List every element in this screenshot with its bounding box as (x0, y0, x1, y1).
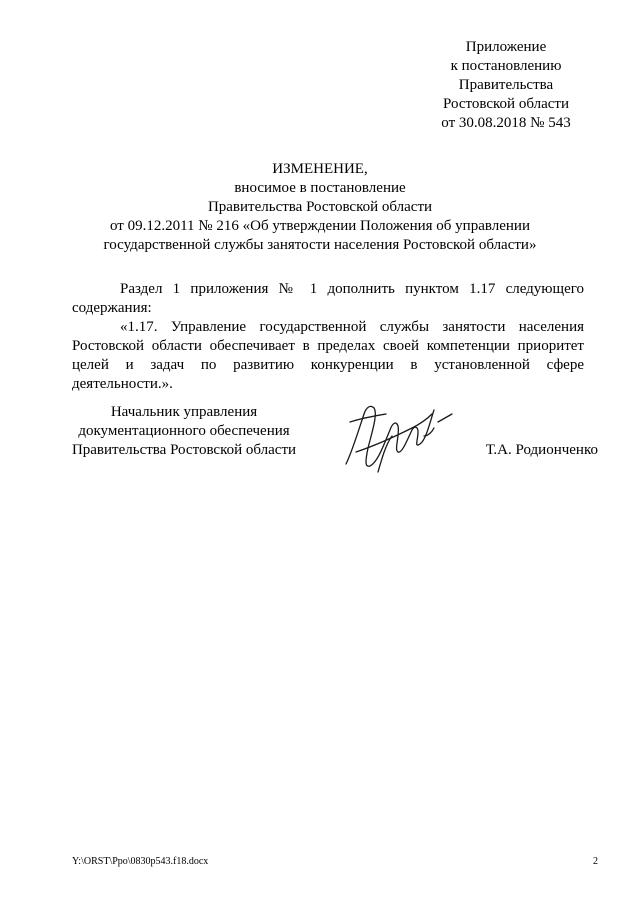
signer-position-line-1: Начальник управления (110, 404, 258, 420)
appendix-line-1: Приложение (465, 39, 547, 55)
signer-position-line-3: Правительства Ростовской области (71, 442, 297, 458)
title-line-3: Правительства Ростовской области (207, 199, 433, 215)
appendix-header (400, 38, 612, 133)
title-line-5: государственной службы занятости населения Ростовской области» (103, 237, 537, 253)
signer-position (60, 403, 308, 460)
title-heading: ИЗМЕНЕНИЕ, (272, 161, 368, 177)
appendix-line-2: к постановлению (450, 58, 562, 74)
body-paragraph-2: «1.17. Управление государственной службы занятости населения Ростовской области обеспечивает в пределах своей компетенции приоритет целей и задач по развитию конкуренции в установленной сфере деятельности.». (72, 319, 584, 392)
appendix-line-4: Ростовской области (443, 96, 569, 112)
signer-name: Т.А. Родионченко (485, 442, 598, 458)
footer-file-path: Y:\ORST\Ppo\0830p543.f18.docx (72, 856, 209, 867)
title-line-4: от 09.12.2011 № 216 «Об утверждении Положения об управлении (110, 218, 530, 234)
page-number: 2 (593, 856, 598, 867)
document-title (72, 160, 568, 255)
body-paragraph-1: Раздел 1 приложения № 1 дополнить пунктом 1.17 следующего содержания: (72, 281, 584, 316)
handwritten-signature (328, 392, 468, 482)
title-line-2: вносимое в постановление (234, 180, 406, 196)
appendix-line-5: от 30.08.2018 № 543 (441, 115, 571, 131)
document-body (72, 280, 584, 394)
signer-position-line-2: документационного обеспечения (78, 423, 290, 439)
appendix-line-3: Правительства (458, 77, 554, 93)
